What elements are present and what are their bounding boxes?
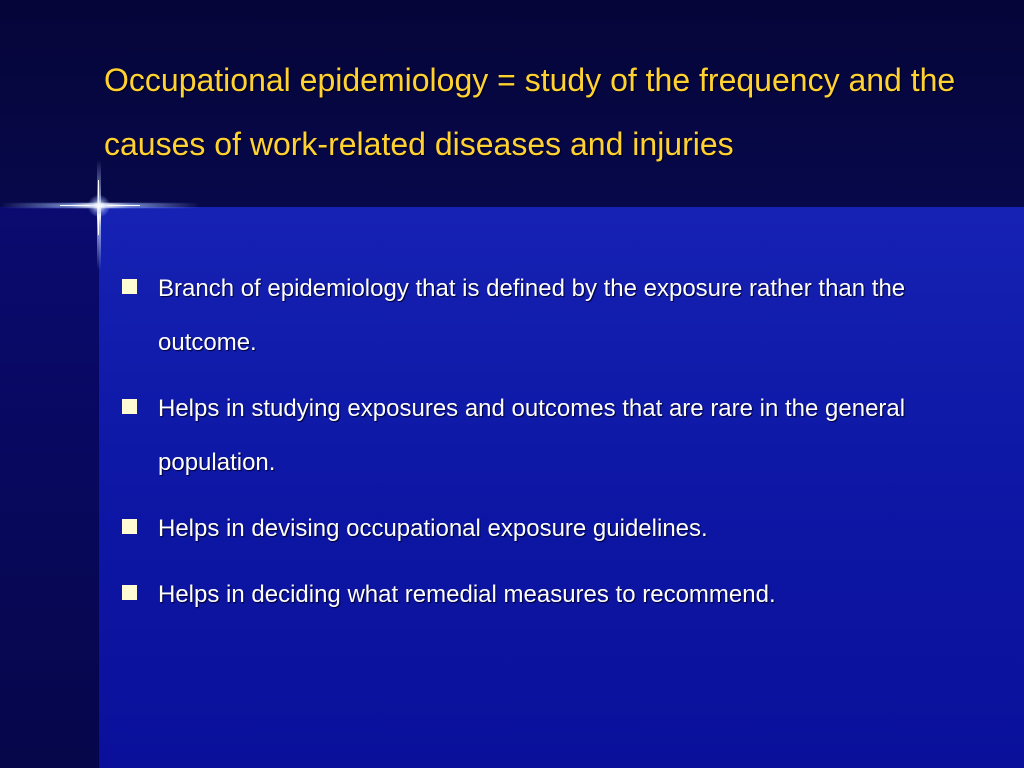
bullet-item [120, 568, 980, 622]
bullet-item [120, 502, 980, 556]
bullet-text: Helps in deciding what remedial measures to recommend. [158, 581, 776, 608]
bullet-item [120, 262, 980, 370]
bullet-item [120, 382, 980, 490]
square-bullet-icon [122, 399, 137, 414]
bullet-text: Helps in studying exposures and outcomes that are rare in the general population. [158, 395, 906, 476]
bullet-list [120, 262, 980, 634]
slide-title: Occupational epidemiology = study of the frequency and the causes of work-related diseases and injuries [104, 62, 956, 162]
bullet-text: Helps in devising occupational exposure guidelines. [158, 515, 708, 542]
left-band [0, 207, 99, 768]
square-bullet-icon [122, 519, 137, 534]
flare-center-glow [88, 195, 110, 217]
square-bullet-icon [122, 585, 137, 600]
bullet-text: Branch of epidemiology that is defined by the exposure rather than the outcome. [158, 275, 906, 356]
square-bullet-icon [122, 279, 137, 294]
